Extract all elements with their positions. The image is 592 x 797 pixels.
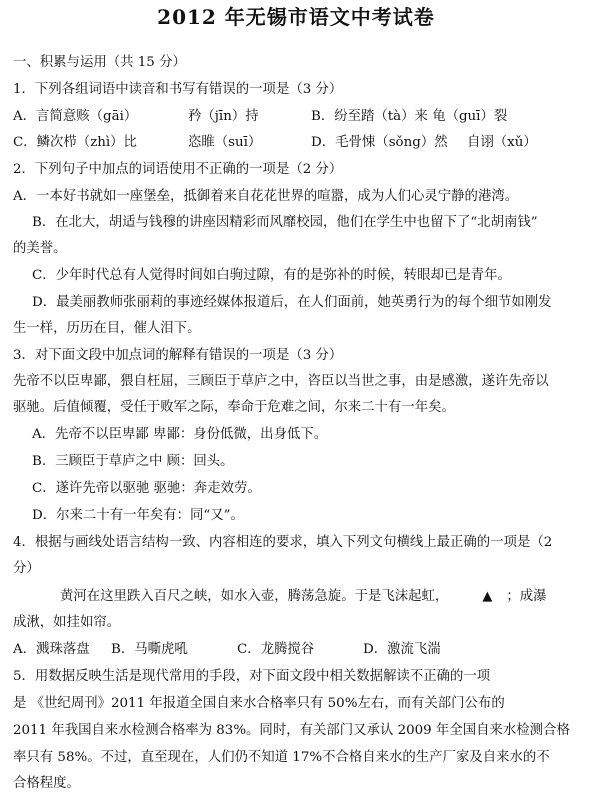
q2-option-b-line2: 的美誉。 <box>13 241 67 256</box>
section-heading: 一、积累与运用（共 15 分） <box>13 55 186 70</box>
question-5-stem: 5．用数据反映生活是现代常用的手段，对下面文段中相关数据解读不正确的一项 <box>13 669 491 684</box>
q3-passage-line2: 驱驰。后值倾覆，受任于败军之际，奉命于危难之间，尔来二十有一年矣。 <box>13 400 455 415</box>
q2-option-d-line2: 生一样，历历在目，催人泪下。 <box>13 321 201 336</box>
q4-passage-text: 黄河在这里跌入百尺之峡，如水入壶，腾荡急旋。于是飞沫起虹， <box>60 589 449 604</box>
q2-option-c: C．少年时代总有人觉得时间如白驹过隙，有的是弥补的时候，转眼却已是青年。 <box>32 268 511 283</box>
q1-option-a-word2: 矜（jīn）持 <box>188 109 259 124</box>
q4-passage-tail: ；成瀑 <box>506 589 547 604</box>
q1-option-d-word2: 自诩（xǔ） <box>467 135 537 150</box>
q1-option-b: B．纷至踏（tà）来 龟（guī）裂 <box>311 109 508 124</box>
q1-option-c: C．鳞次栉（zhì）比 <box>13 135 137 150</box>
q1-option-c-word2: 恣睢（suī） <box>188 135 262 150</box>
q5-passage-line1: 是 《世纪周刊》2011 年报道全国自来水合格率只有 50%左右，而有关部门公布的 <box>13 696 505 711</box>
q2-option-b-line1: B．在北大，胡适与钱穆的讲座因精彩而风靡校园，他们在学生中也留下了“北胡南钱” <box>32 215 538 230</box>
blank-triangle-icon: ▲ <box>482 589 493 604</box>
q5-passage-line2: 2011 年我国自来水检测合格率为 83%。同时，有关部门又承认 2009 年全国自来水检测合格 <box>13 723 570 738</box>
question-1-stem: 1．下列各组词语中读音和书写有错误的一项是（3 分） <box>13 82 343 97</box>
q1-option-d: D．毛骨悚（sǒng）然 <box>311 135 448 150</box>
question-2-stem: 2．下列句子中加点的词语使用不正确的一项是（2 分） <box>13 162 343 177</box>
question-4-stem-line2: 分） <box>13 561 40 576</box>
question-1-row-ab <box>13 104 585 130</box>
question-1-row-cd <box>13 130 585 156</box>
q2-option-a: A．一本好书就如一座堡垒，抵御着来自花花世界的喧嚣，成为人们心灵宁静的港湾。 <box>13 189 519 204</box>
q4-passage-line1 <box>60 584 592 610</box>
q1-option-a: A．言简意赅（gāi） <box>13 109 138 124</box>
q3-passage-line1: 先帝不以臣卑鄙，猥自枉屈，三顾臣于草庐之中，咨臣以当世之事，由是感激，遂许先帝以 <box>13 374 549 389</box>
question-3-stem: 3．对下面文段中加点词的解释有错误的一项是（3 分） <box>13 348 343 363</box>
q3-option-b: B．三顾臣于草庐之中 顾：回头。 <box>32 454 234 469</box>
q5-passage-line3: 率只有 58%。不过，直至现在，人们仍不知道 17%不合格自来水的生产厂家及自来水的不 <box>13 750 550 765</box>
q4-option-c: C．龙腾搅谷 <box>237 642 315 657</box>
q5-passage-line4: 合格程度。 <box>13 776 80 791</box>
q4-option-d: D．激流飞湍 <box>363 642 441 657</box>
q4-option-b: B．马嘶虎吼 <box>111 642 188 657</box>
q2-option-d-line1: D．最美丽教师张丽莉的事迹经媒体报道后，在人们面前，她英勇行为的每个细节如刚发 <box>32 295 552 310</box>
q4-option-a: A．溅珠落盘 <box>13 642 90 657</box>
question-4-stem-line1: 4．根据与画线处语言结构一致、内容相连的要求，填入下列文句横线上最正确的一项是（2 <box>13 535 553 550</box>
q3-option-a: A．先帝不以臣卑鄙 卑鄙：身份低微，出身低下。 <box>32 427 328 442</box>
q4-passage-line2: 成湫，如挂如帘。 <box>13 615 121 630</box>
page-title: 2012 年无锡市语文中考试卷 <box>157 5 435 29</box>
q3-option-d: D．尔来二十有一年矣有：同“又”。 <box>32 508 244 523</box>
q4-options-row <box>13 637 585 663</box>
q3-option-c: C．遂许先帝以驱驰 驱驰：奔走效劳。 <box>32 481 261 496</box>
